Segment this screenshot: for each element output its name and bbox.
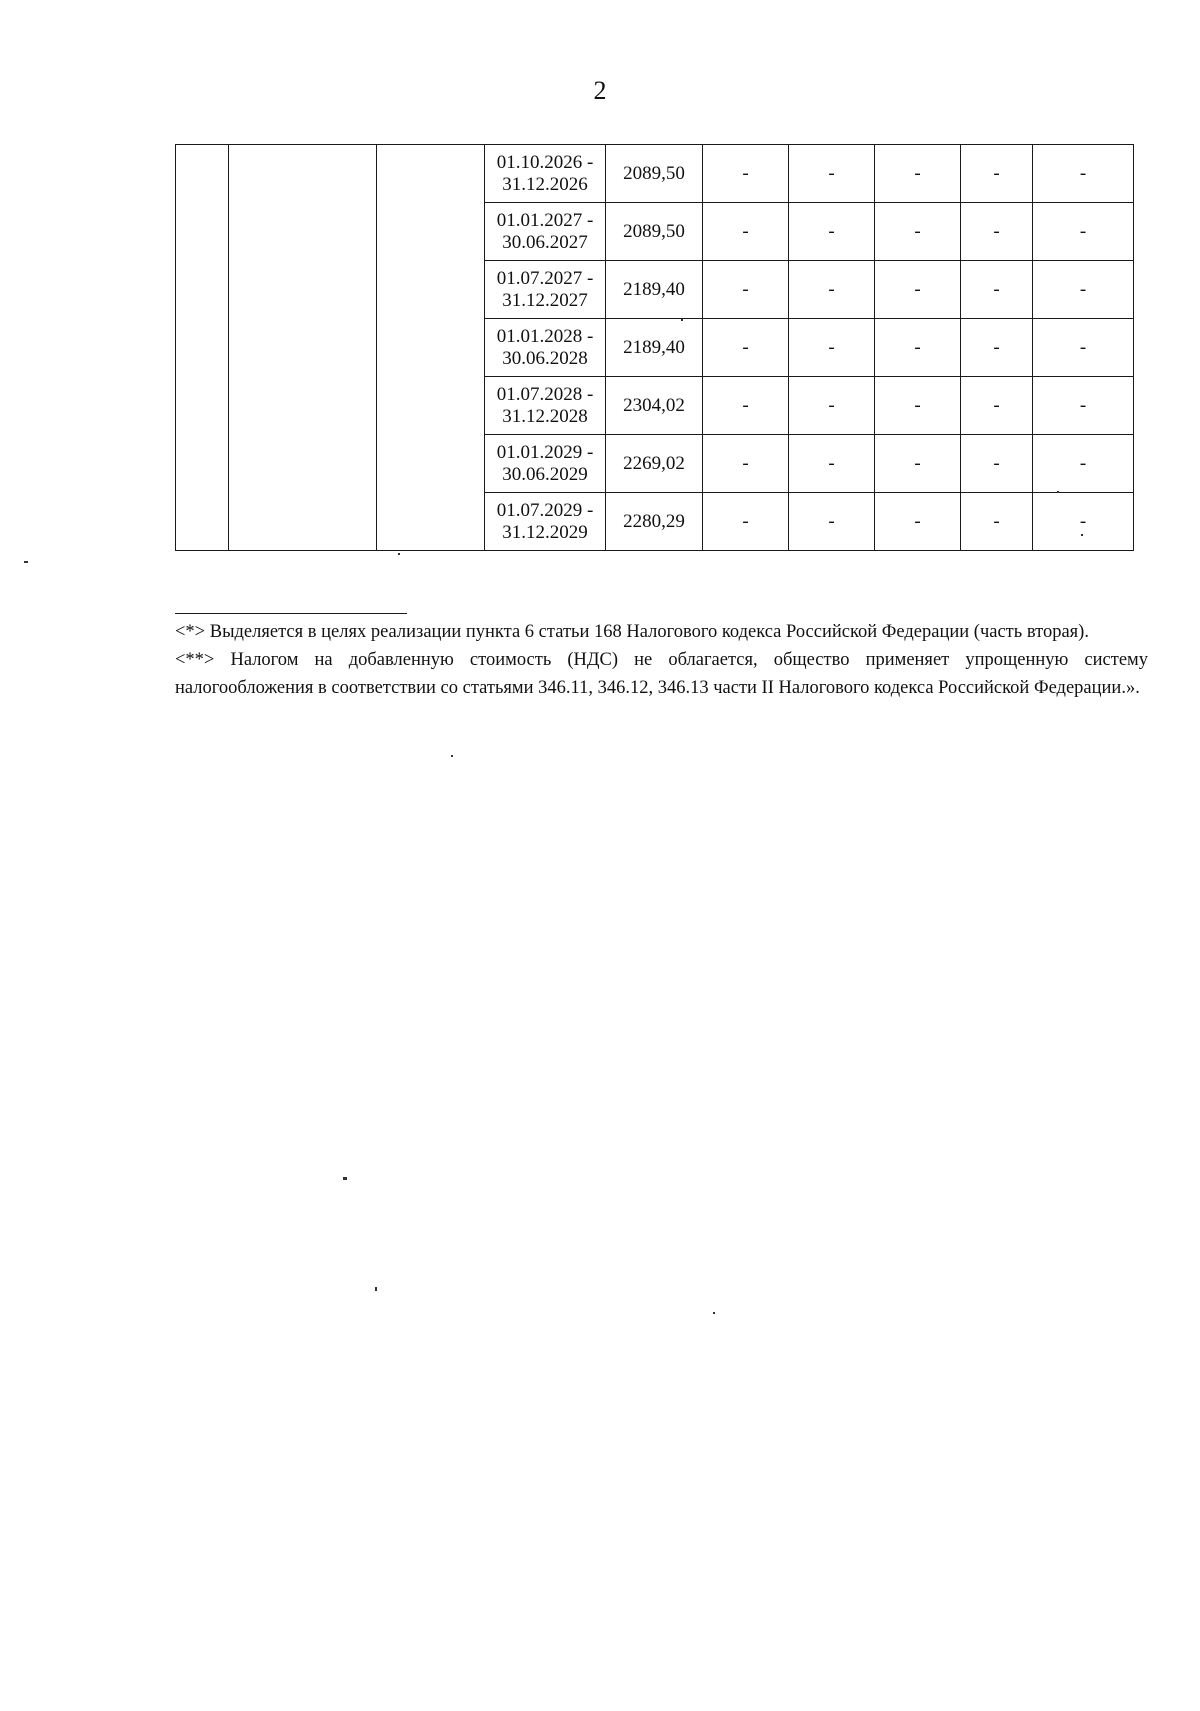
dash-cell: -: [789, 261, 875, 319]
footnotes: [175, 618, 1148, 702]
dash-cell: -: [961, 377, 1033, 435]
period-start: 01.07.2027 -: [496, 267, 594, 289]
dash-cell: -: [703, 261, 789, 319]
dash-cell: -: [875, 319, 961, 377]
period-end: 30.06.2028: [502, 347, 588, 369]
merged-cell-organization: [229, 145, 377, 551]
dash-cell: -: [875, 377, 961, 435]
period-start: 01.01.2027 -: [496, 209, 594, 231]
tariff-value-cell: 2304,02: [606, 377, 703, 435]
scan-speck: [398, 553, 400, 555]
scan-speck: [24, 561, 28, 563]
period-start: 01.01.2028 -: [496, 325, 594, 347]
period-end: 31.12.2027: [502, 289, 588, 311]
scan-speck: [1081, 534, 1083, 536]
footnote-separator: [175, 613, 407, 614]
dash-cell: -: [789, 493, 875, 551]
dash-cell: -: [875, 203, 961, 261]
period-start: 01.07.2028 -: [496, 383, 594, 405]
dash-cell: -: [789, 435, 875, 493]
period-start: 01.07.2029 -: [496, 499, 594, 521]
dash-cell: -: [961, 319, 1033, 377]
dash-cell: -: [1033, 261, 1134, 319]
dash-cell: -: [961, 145, 1033, 203]
merged-cell-number: [176, 145, 229, 551]
dash-cell: -: [789, 319, 875, 377]
dash-cell: -: [789, 377, 875, 435]
dash-cell: -: [703, 203, 789, 261]
tariff-value-cell: 2189,40: [606, 319, 703, 377]
scan-speck: [451, 755, 453, 757]
period-start: 01.01.2029 -: [496, 441, 594, 463]
dash-cell: -: [961, 493, 1033, 551]
period-cell: [485, 435, 606, 493]
dash-cell: -: [961, 261, 1033, 319]
dash-cell: -: [1033, 377, 1134, 435]
period-cell: [485, 493, 606, 551]
tariff-value-cell: 2089,50: [606, 145, 703, 203]
period-end: 31.12.2029: [502, 521, 588, 543]
dash-cell: -: [1033, 319, 1134, 377]
period-cell: [485, 203, 606, 261]
dash-cell: -: [789, 203, 875, 261]
scan-speck: [713, 1312, 715, 1314]
page-number: 2: [593, 76, 607, 105]
scan-speck: [375, 1287, 377, 1291]
dash-cell: -: [961, 203, 1033, 261]
period-start: 01.10.2026 -: [496, 151, 594, 173]
dash-cell: -: [1033, 203, 1134, 261]
period-end: 30.06.2027: [502, 231, 588, 253]
dash-cell: -: [703, 435, 789, 493]
dash-cell: -: [789, 145, 875, 203]
period-cell: [485, 145, 606, 203]
tariff-value-cell: 2280,29: [606, 493, 703, 551]
dash-cell: -: [1033, 145, 1134, 203]
dash-cell: -: [875, 261, 961, 319]
dash-cell: -: [1033, 493, 1134, 551]
dash-cell: -: [961, 435, 1033, 493]
period-cell: [485, 261, 606, 319]
dash-cell: -: [875, 145, 961, 203]
dash-cell: -: [1033, 435, 1134, 493]
tariff-value-cell: 2189,40: [606, 261, 703, 319]
tariff-value-cell: 2269,02: [606, 435, 703, 493]
dash-cell: -: [875, 493, 961, 551]
scan-speck: [343, 1177, 347, 1180]
period-end: 31.12.2026: [502, 173, 588, 195]
dash-cell: -: [703, 145, 789, 203]
footnote-vat-allocation: <*> Выделяется в целях реализации пункта 6 статьи 168 Налогового кодекса Российской Федерации (часть вторая).: [175, 622, 1089, 642]
footnote-vat-exempt: <**> Налогом на добавленную стоимость (НДС) не облагается, общество применяет упрощенную систему налогообложения в соответствии со статьями 346.11, 346.12, 346.13 части II Налогового кодекса Российской Федерации.».: [175, 650, 1148, 698]
merged-cell-category: [377, 145, 485, 551]
tariff-table: [175, 144, 1134, 551]
table-row: [176, 145, 1134, 203]
table-body: [176, 145, 1134, 551]
scan-speck: [681, 319, 683, 321]
period-cell: [485, 377, 606, 435]
dash-cell: -: [703, 377, 789, 435]
dash-cell: -: [875, 435, 961, 493]
dash-cell: -: [703, 319, 789, 377]
scan-speck: [1057, 491, 1059, 493]
tariff-value-cell: 2089,50: [606, 203, 703, 261]
period-end: 31.12.2028: [502, 405, 588, 427]
dash-cell: -: [703, 493, 789, 551]
period-end: 30.06.2029: [502, 463, 588, 485]
period-cell: [485, 319, 606, 377]
